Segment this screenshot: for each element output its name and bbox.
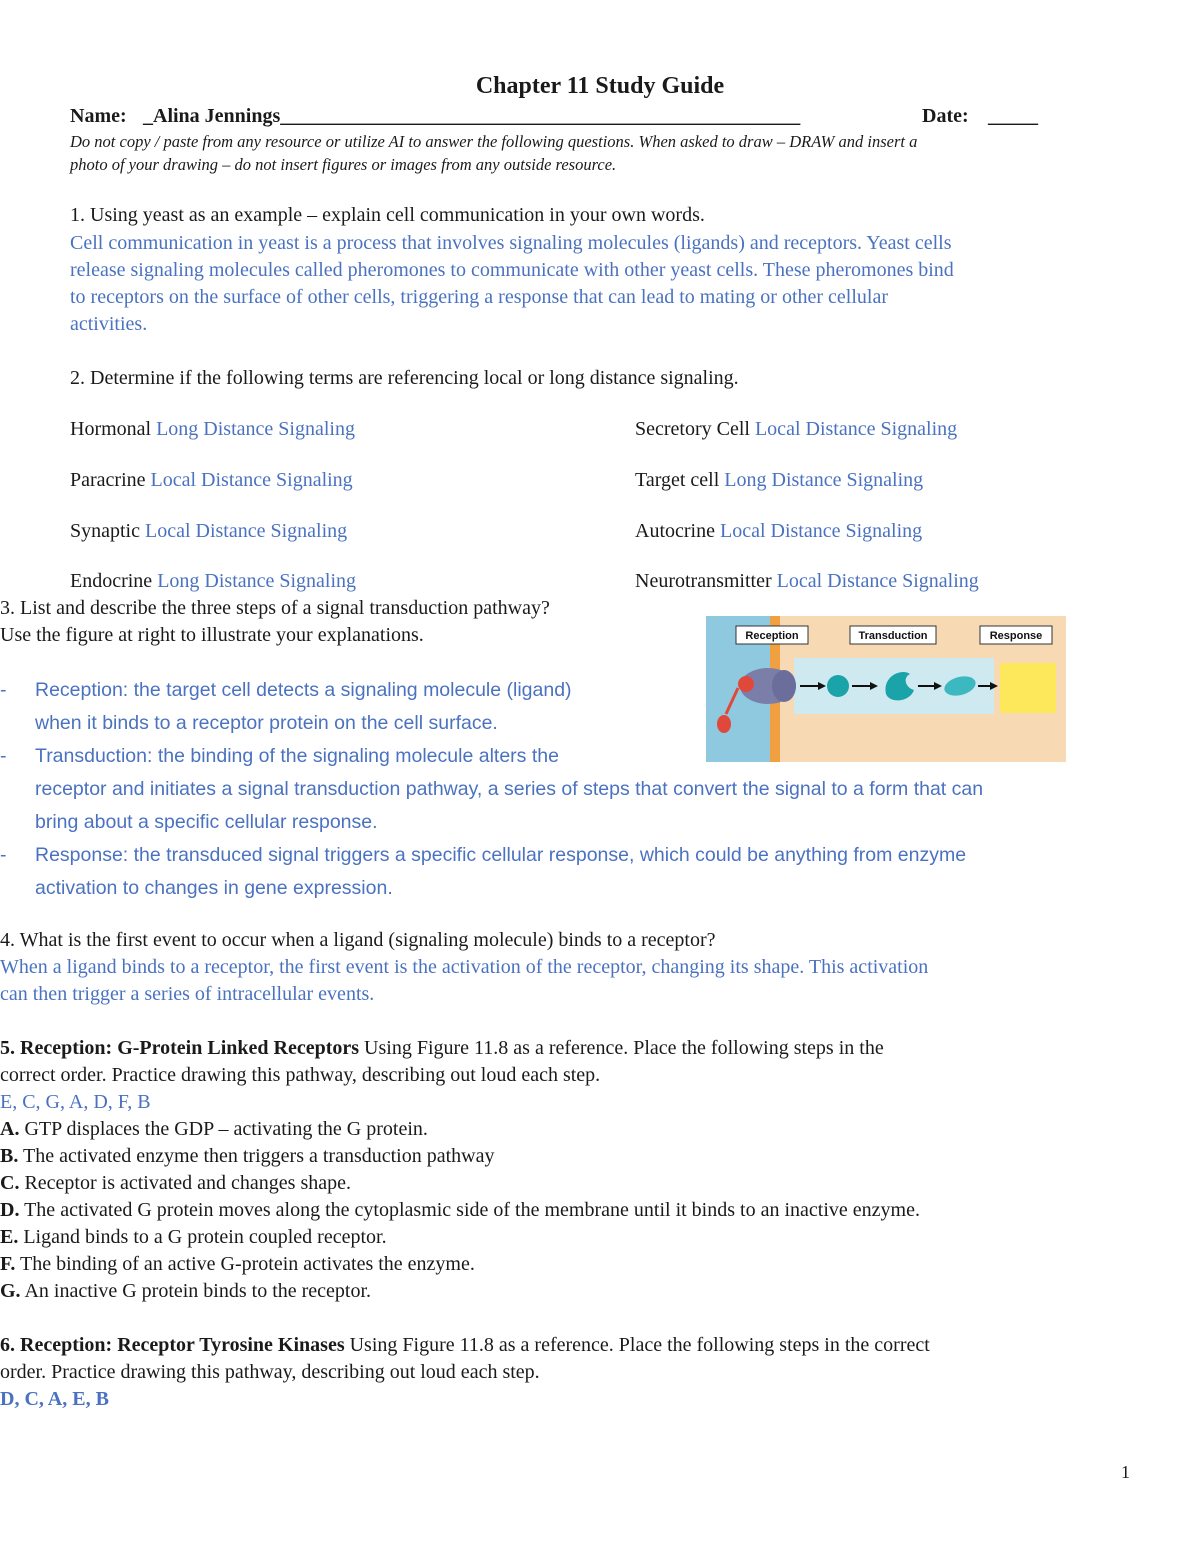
q5-step xyxy=(0,1199,920,1222)
q6-question-line-1 xyxy=(0,1334,930,1357)
term-label: Secretory Cell xyxy=(635,418,750,440)
q5-step xyxy=(0,1118,428,1141)
q4-question: 4. What is the first event to occur when a ligand (signaling molecule) binds to a receptor? xyxy=(0,929,716,951)
term-answer: Local Distance Signaling xyxy=(150,469,353,491)
term-answer: Local Distance Signaling xyxy=(719,520,923,542)
step-text: The activated enzyme then triggers a transduction pathway xyxy=(22,1145,495,1167)
term-label: Paracrine xyxy=(70,469,146,491)
term-answer: Long Distance Signaling xyxy=(156,418,355,440)
q3-answer-text: activation to changes in gene expression. xyxy=(35,877,393,899)
q2-question: 2. Determine if the following terms are referencing local or long distance signaling. xyxy=(70,367,739,389)
q6-heading: Reception: Receptor Tyrosine Kinases xyxy=(20,1334,345,1356)
q1-answer-line: to receptors on the surface of other cells, triggering a response that can lead to mating or other cellular xyxy=(70,286,889,308)
page-number: 1 xyxy=(1121,1462,1130,1482)
term-answer: Local Distance Signaling xyxy=(145,520,348,542)
step-letter: D. xyxy=(0,1199,20,1221)
term-label: Synaptic xyxy=(70,520,140,542)
step-letter: E. xyxy=(0,1226,19,1248)
q5-heading: Reception: G-Protein Linked Receptors xyxy=(20,1037,360,1059)
term-row xyxy=(635,570,979,593)
term-answer: Long Distance Signaling xyxy=(157,570,357,592)
bullet-dash: - xyxy=(0,844,7,866)
q4-answer-line: When a ligand binds to a receptor, the first event is the activation of the receptor, changing its shape. This activation xyxy=(0,956,929,978)
ligand-drop xyxy=(717,715,731,733)
bullet-dash: - xyxy=(0,745,7,767)
term-row xyxy=(635,469,923,492)
q3-answer-text: when it binds to a receptor protein on the cell surface. xyxy=(35,712,498,734)
term-row xyxy=(635,520,922,543)
ligand-shape xyxy=(738,676,754,692)
q5-step xyxy=(0,1226,387,1249)
q3-answer-text: bring about a specific cellular response. xyxy=(35,811,378,833)
term-answer: Long Distance Signaling xyxy=(724,469,924,491)
q6-question-line-2: order. Practice drawing this pathway, describing out loud each step. xyxy=(0,1361,540,1383)
q3-answer-text: Reception: the target cell detects a signaling molecule (ligand) xyxy=(35,679,572,701)
term-label: Hormonal xyxy=(70,418,152,440)
instructions-line-1: Do not copy / paste from any resource or utilize AI to answer the following questions. When asked to draw – DRAW and insert a xyxy=(70,132,918,151)
step-letter: F. xyxy=(0,1253,16,1275)
name-label: Name: xyxy=(70,105,127,127)
figure-drawing xyxy=(706,616,1066,762)
step-letter: C. xyxy=(0,1172,20,1194)
figure-label-reception: Reception xyxy=(745,630,799,642)
term-label: Autocrine xyxy=(635,520,715,542)
q1-answer-line: release signaling molecules called pheromones to communicate with other yeast cells. These pheromones bind xyxy=(70,259,954,281)
q3-answer-text: receptor and initiates a signal transduction pathway, a series of steps that convert the signal to a form that can xyxy=(35,778,984,800)
q3-question-line-2: Use the figure at right to illustrate your explanations. xyxy=(0,624,424,646)
term-row xyxy=(635,418,957,441)
term-label: Target cell xyxy=(635,469,720,491)
term-row xyxy=(70,570,356,593)
step-text: The binding of an active G-protein activates the enzyme. xyxy=(20,1253,475,1275)
q5-question-line-1 xyxy=(0,1037,884,1060)
term-answer: Local Distance Signaling xyxy=(776,570,979,592)
q4-answer-line: can then trigger a series of intracellular events. xyxy=(0,983,375,1005)
term-row xyxy=(70,469,353,492)
step-letter: A. xyxy=(0,1118,20,1140)
q5-step xyxy=(0,1172,351,1195)
q5-question-rest: Using Figure 11.8 as a reference. Place the following steps in the xyxy=(359,1037,884,1059)
q6-number: 6. xyxy=(0,1334,15,1356)
page-title: Chapter 11 Study Guide xyxy=(475,73,725,99)
q1-answer-line: Cell communication in yeast is a process that involves signaling molecules (ligands) and receptors. Yeast cells xyxy=(70,232,952,254)
figure-label-transduction: Transduction xyxy=(858,630,928,642)
q5-number: 5. xyxy=(0,1037,15,1059)
step-text: The activated G protein moves along the cytoplasmic side of the membrane until it binds to an inactive enzyme. xyxy=(24,1199,920,1221)
figure-label-response: Response xyxy=(989,630,1043,642)
step-letter: B. xyxy=(0,1145,19,1167)
q1-answer-line: activities. xyxy=(70,313,148,335)
response-box xyxy=(1000,663,1056,713)
bullet-dash: - xyxy=(0,679,7,701)
q6-question-rest: Using Figure 11.8 as a reference. Place the following steps in the correct xyxy=(344,1334,930,1356)
q5-step xyxy=(0,1280,371,1303)
term-answer: Local Distance Signaling xyxy=(754,418,958,440)
q1-question: 1. Using yeast as an example – explain cell communication in your own words. xyxy=(70,204,705,226)
term-row xyxy=(70,418,355,441)
term-label: Neurotransmitter xyxy=(635,570,772,592)
step-text: Ligand binds to a G protein coupled receptor. xyxy=(23,1226,387,1248)
q5-question-line-2: correct order. Practice drawing this pathway, describing out loud each step. xyxy=(0,1064,601,1086)
q3-question-line-1: 3. List and describe the three steps of a signal transduction pathway? xyxy=(0,597,550,619)
q6-answer: D, C, A, E, B xyxy=(0,1388,109,1410)
signal-transduction-figure xyxy=(706,616,1066,762)
instructions-line-2: photo of your drawing – do not insert figures or images from any outside resource. xyxy=(70,155,617,174)
name-value: _Alina Jennings____________________________________________________ xyxy=(143,105,801,127)
term-label: Endocrine xyxy=(70,570,153,592)
step-letter: G. xyxy=(0,1280,21,1302)
date-value: _____ xyxy=(988,105,1038,127)
step-text: An inactive G protein binds to the receptor. xyxy=(24,1280,372,1302)
q5-step xyxy=(0,1145,494,1168)
step-text: GTP displaces the GDP – activating the G protein. xyxy=(24,1118,428,1140)
q5-answer: E, C, G, A, D, F, B xyxy=(0,1091,151,1113)
q3-answer-text: Transduction: the binding of the signaling molecule alters the xyxy=(35,745,559,767)
date-label: Date: xyxy=(922,105,969,127)
relay-molecule xyxy=(827,675,849,697)
step-text: Receptor is activated and changes shape. xyxy=(24,1172,351,1194)
q5-step xyxy=(0,1253,475,1276)
q3-answer-text: Response: the transduced signal triggers a specific cellular response, which could be anything from enzyme xyxy=(35,844,967,866)
term-row xyxy=(70,520,347,543)
